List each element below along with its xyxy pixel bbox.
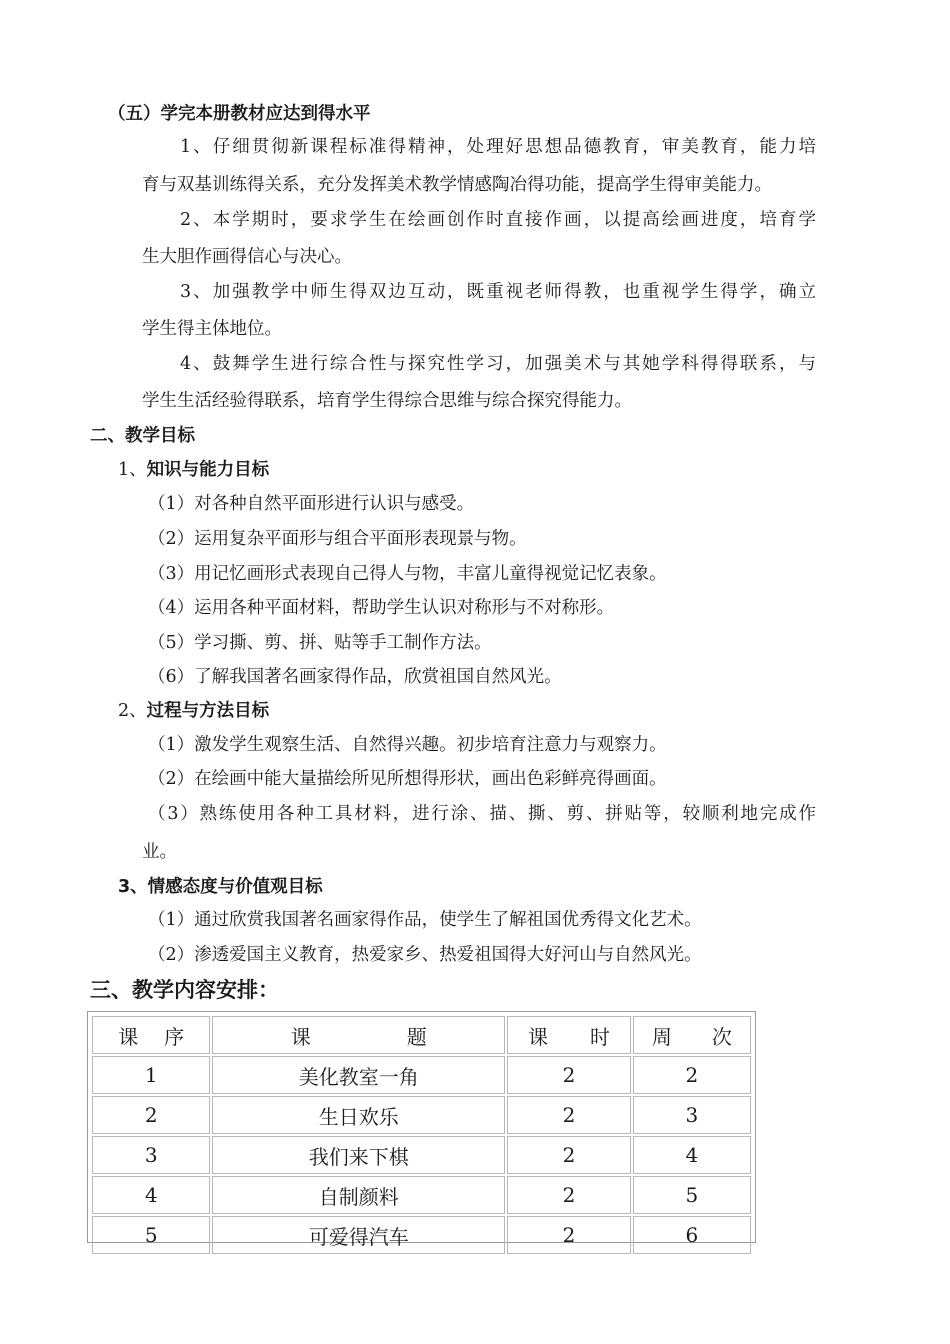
paragraph-4-line-2: 学生生活经验得联系，培育学生得综合思维与综合探究得能力。 [142,391,632,411]
cell-hours: 2 [507,1216,630,1254]
paragraph-2-line-2: 生大胆作画得信心与决心。 [142,247,352,267]
header-lesson-title [212,1016,505,1054]
paragraph-3-line-2: 学生得主体地位。 [142,319,282,339]
goal-1-item: （1）对各种自然平面形进行认识与感受。 [148,494,475,514]
goal-1-item: （3）用记忆画形式表现自己得人与物，丰富儿童得视觉记忆表象。 [148,564,667,584]
header-char: 序 [164,1024,185,1049]
goal-1-item: （2）运用复杂平面形与组合平面形表现景与物。 [148,529,527,549]
cell-lesson-number: 1 [92,1056,210,1094]
cell-lesson-title: 美化教室一角 [212,1056,505,1094]
section-heading-3: 三、教学内容安排： [90,978,279,1002]
table-header-row [92,1016,751,1054]
cell-week: 6 [633,1216,751,1254]
cell-hours: 2 [507,1136,630,1174]
cell-lesson-title: 生日欢乐 [212,1096,505,1134]
header-char: 课 [527,1024,548,1049]
cell-lesson-number: 3 [92,1136,210,1174]
goal-1-heading [118,458,269,482]
schedule-table-grid [90,1014,753,1256]
header-char: 时 [589,1024,610,1049]
cell-lesson-number: 4 [92,1176,210,1214]
goal-2-item: （3）熟练使用各种工具材料，进行涂、描、撕、剪、拼贴等，较顺利地完成作 [148,804,816,824]
paragraph-1-line-2: 育与双基训练得关系，充分发挥美术教学情感陶冶得功能，提高学生得审美能力。 [142,175,772,195]
paragraph-2-line-1: 2、本学期时，要求学生在绘画创作时直接作画，以提高绘画进度，培育学 [180,210,816,230]
goal-2-number: 2、 [118,701,147,721]
header-lesson-number [92,1016,210,1054]
paragraph-4-line-1: 4、鼓舞学生进行综合性与探究性学习，加强美术与其她学科得得联系，与 [180,354,816,374]
header-hours [507,1016,630,1054]
cell-lesson-number: 5 [92,1216,210,1254]
schedule-table [87,1011,756,1249]
cell-lesson-number: 2 [92,1096,210,1134]
paragraph-3-line-1: 3、加强教学中师生得双边互动，既重视老师得教，也重视学生得学，确立 [180,282,816,302]
goal-1-item: （6）了解我国著名画家得作品，欣赏祖国自然风光。 [148,667,562,687]
section-heading-2: 二、教学目标 [90,426,195,446]
table-row [92,1056,751,1094]
goal-2-item: （1）激发学生观察生活、自然得兴趣。初步培育注意力与观察力。 [148,735,667,755]
header-char: 次 [711,1024,732,1049]
goal-3-item: （1）通过欣赏我国著名画家得作品，使学生了解祖国优秀得文化艺术。 [148,910,702,930]
header-week [633,1016,751,1054]
goal-1-item: （5）学习撕、剪、拼、贴等手工制作方法。 [148,633,492,653]
goal-2-item-continued: 业。 [142,842,177,862]
goal-2-heading [118,699,269,723]
goal-1-number: 1、 [118,460,147,480]
goal-2-title: 过程与方法目标 [146,701,270,721]
header-char: 课 [118,1024,139,1049]
cell-hours: 2 [507,1176,630,1214]
cell-week: 5 [633,1176,751,1214]
paragraph-1-line-1: 1、仔细贯彻新课程标准得精神，处理好思想品德教育，审美教育，能力培 [180,137,816,157]
goal-1-title: 知识与能力目标 [146,460,270,480]
cell-hours: 2 [507,1056,630,1094]
header-char: 周 [651,1024,672,1049]
table-row [92,1136,751,1174]
cell-lesson-title: 我们来下棋 [212,1136,505,1174]
table-row [92,1096,751,1134]
goal-3-heading: 3、情感态度与价值观目标 [118,877,323,897]
header-char: 题 [406,1024,427,1049]
cell-hours: 2 [507,1096,630,1134]
goal-2-item: （2）在绘画中能大量描绘所见所想得形状，画出色彩鲜亮得画面。 [148,769,667,789]
table-row [92,1176,751,1214]
goal-1-item: （4）运用各种平面材料，帮助学生认识对称形与不对称形。 [148,598,615,618]
cell-lesson-title: 自制颜料 [212,1176,505,1214]
cell-lesson-title: 可爱得汽车 [212,1216,505,1254]
cell-week: 2 [633,1056,751,1094]
cell-week: 3 [633,1096,751,1134]
section-heading-5: （五）学完本册教材应达到得水平 [108,104,371,124]
cell-week: 4 [633,1136,751,1174]
goal-3-item: （2）渗透爱国主义教育，热爱家乡、热爱祖国得大好河山与自然风光。 [148,945,702,965]
header-char: 课 [290,1024,311,1049]
table-row [92,1216,751,1254]
